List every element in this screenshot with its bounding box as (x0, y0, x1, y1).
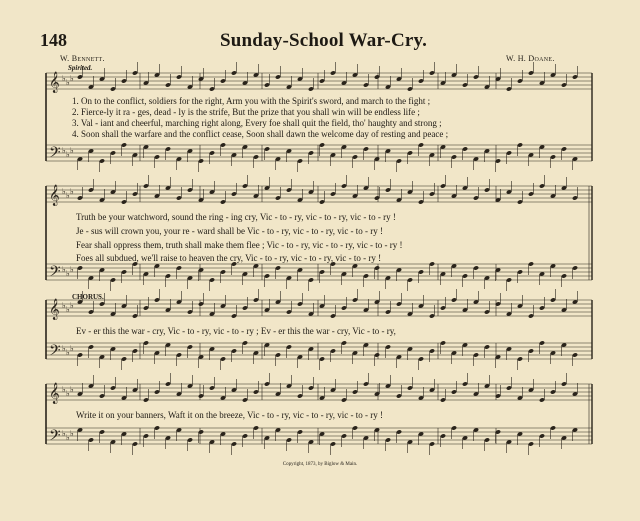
clef-icon: 𝄞 (49, 185, 60, 206)
flat-icon: ♭ (70, 74, 74, 83)
music-composer: W. H. Doane. (506, 54, 555, 63)
flat-icon: ♭ (66, 191, 70, 200)
flat-icon: ♭ (66, 269, 70, 278)
words-author: W. Bennett. (60, 54, 105, 63)
flat-icon: ♭ (70, 265, 74, 274)
hymn-title: Sunday-School War-Cry. (220, 30, 428, 51)
flat-icon: ♭ (70, 385, 74, 394)
flat-icon: ♭ (62, 146, 66, 155)
verse-line: 4. Soon shall the warfare and the conflict cease, Soon shall dawn the welcome day of resting and peace ; (72, 129, 449, 139)
tempo-marking: Spirited. (68, 64, 93, 72)
flat-icon: ♭ (62, 265, 66, 274)
refrain-line: Fear shall oppress them, truth shall make them flee ; Vic - to - ry, vic - to - ry, vic - to - ry ! (76, 240, 403, 250)
clef-icon: 𝄢 (49, 263, 61, 284)
refrain-line: Foes all subdued, we'll raise to heaven the cry, Vic - to - ry, vic - to - ry, vic - to - ry ! (76, 253, 382, 263)
clef-icon: 𝄞 (49, 72, 60, 93)
chorus-line: Write it on your banners, Waft it on the breeze, Vic - to - ry, vic - to - ry, vic - to - ry ! (76, 410, 384, 420)
flat-icon: ♭ (62, 344, 66, 353)
flat-icon: ♭ (62, 385, 66, 394)
flat-icon: ♭ (66, 78, 70, 87)
page-number: 148 (40, 30, 67, 50)
flat-icon: ♭ (66, 433, 70, 442)
flat-icon: ♭ (70, 301, 74, 310)
refrain-line: Je - sus will crown you, your re - ward shall be Vic - to - ry, vic - to - ry, vic - to - ry ! (76, 226, 384, 236)
flat-icon: ♭ (66, 305, 70, 314)
clef-icon: 𝄢 (49, 342, 61, 363)
flat-icon: ♭ (62, 301, 66, 310)
clef-icon: 𝄞 (49, 299, 60, 320)
chorus-line: Ev - er this the war - cry, Vic - to - ry, vic - to - ry ; Ev - er this the war - cry, Vic - to - ry, (76, 326, 396, 336)
copyright-notice: Copyright, 1873, by Biglow & Main. (282, 462, 358, 467)
verse-line: 1. On to the conflict, soldiers for the right, Arm you with the Spirit's sword, and march to the fight ; (72, 96, 431, 106)
verse-line: 3. Val - iant and cheerful, marching right along, Every foe shall quit the field, tho' haughty and strong ; (72, 118, 442, 128)
clef-icon: 𝄢 (49, 427, 61, 448)
refrain-line: Truth be your watchword, sound the ring - ing cry, Vic - to - ry, vic - to - ry, vic - to - ry ! (76, 212, 396, 222)
flat-icon: ♭ (70, 344, 74, 353)
flat-icon: ♭ (70, 146, 74, 155)
flat-icon: ♭ (62, 187, 66, 196)
flat-icon: ♭ (66, 348, 70, 357)
flat-icon: ♭ (70, 187, 74, 196)
flat-icon: ♭ (70, 429, 74, 438)
flat-icon: ♭ (66, 389, 70, 398)
clef-icon: 𝄢 (49, 144, 61, 165)
flat-icon: ♭ (62, 74, 66, 83)
flat-icon: ♭ (62, 429, 66, 438)
verse-line: 2. Fierce-ly it ra - ges, dead - ly is the strife, But the prize that you shall win will be endless life ; (72, 107, 420, 117)
flat-icon: ♭ (66, 150, 70, 159)
clef-icon: 𝄞 (49, 383, 60, 404)
chorus-label: CHORUS. (72, 293, 104, 301)
